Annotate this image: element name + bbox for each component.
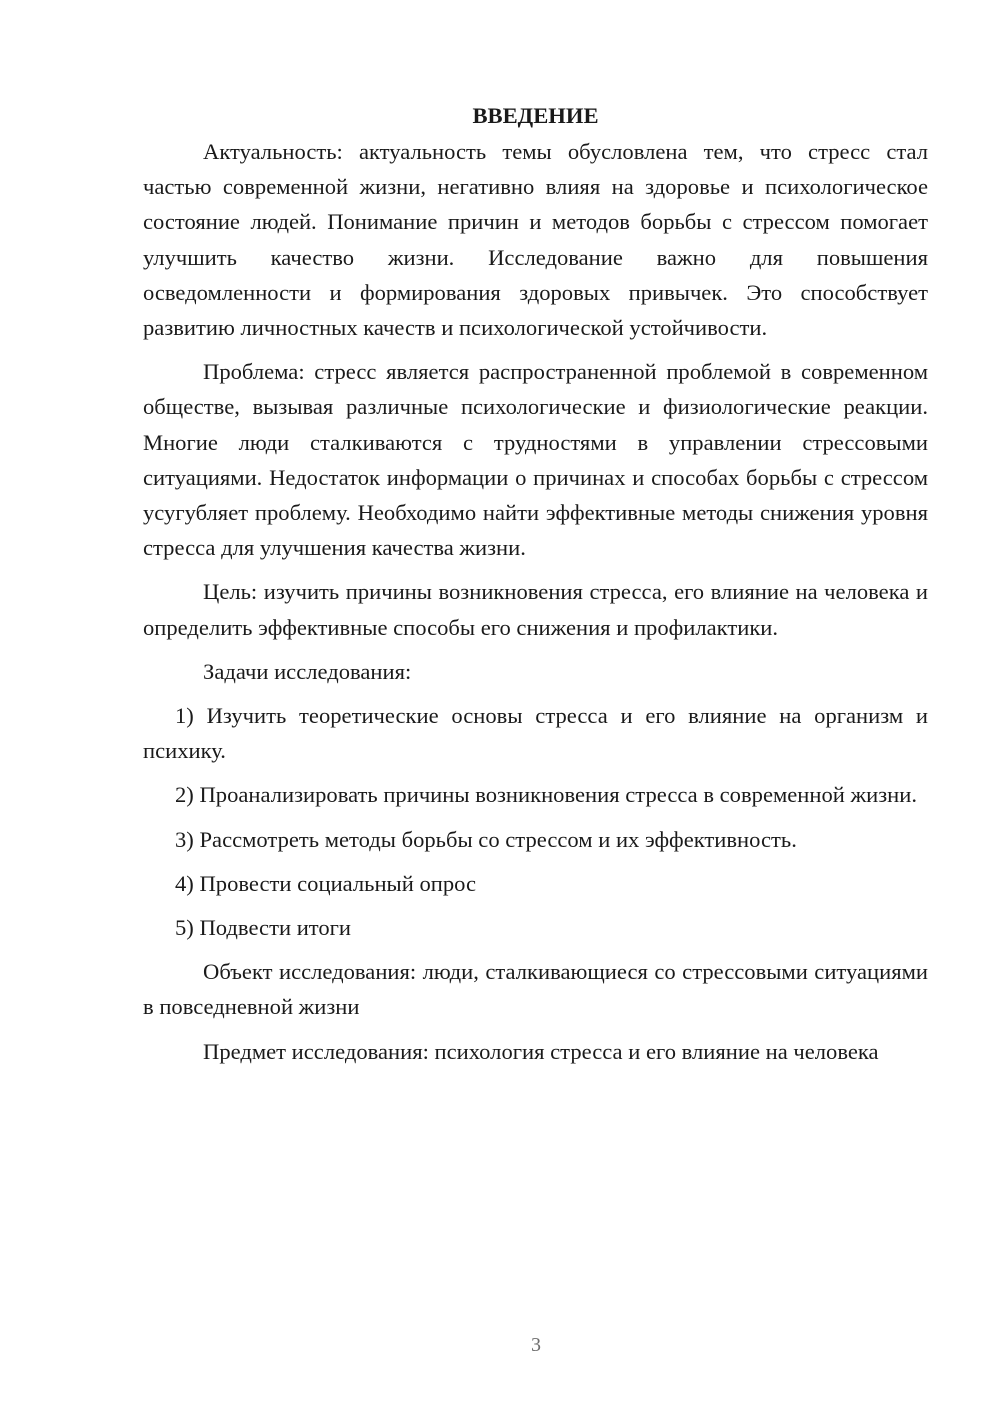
task-item: 3) Рассмотреть методы борьбы со стрессом и их эффективность. xyxy=(175,826,797,852)
task-item: 4) Провести социальный опрос xyxy=(175,870,477,896)
page-number: 3 xyxy=(531,1334,541,1356)
research-object-paragraph: Объект исследования: люди, сталкивающиеся со стрессовыми ситуациями в повседневной жизни xyxy=(143,959,928,1020)
goal-paragraph: Цель: изучить причины возникновения стресса, его влияние на человека и определить эффективные способы его снижения и профилактики. xyxy=(143,579,928,640)
problem-paragraph: Проблема: стресс является распространенной проблемой в современном обществе, вызывая различные психологические и физиологические реакции. Многие люди сталкиваются с трудностями в управлении стрессовыми ситуациями. Недостаток информации о причинах и способах борьбы с стрессом усугубляет проблему. Необходимо найти эффективные методы снижения уровня стресса для улучшения качества жизни. xyxy=(143,359,928,561)
task-item: 1) Изучить теоретические основы стресса и его влияние на организм и психику. xyxy=(143,703,928,764)
task-item: 5) Подвести итоги xyxy=(175,915,352,941)
task-item: 2) Проанализировать причины возникновения стресса в современной жизни. xyxy=(175,782,917,808)
research-subject-paragraph: Предмет исследования: психология стресса и его влияние на человека xyxy=(203,1038,879,1064)
tasks-heading: Задачи исследования: xyxy=(203,658,412,684)
page-title: ВВЕДЕНИЕ xyxy=(472,103,599,128)
page-content xyxy=(143,92,928,1069)
relevance-paragraph: Актуальность: актуальность темы обусловлена тем, что стресс стал частью современной жизни, негативно влияя на здоровье и психологическое состояние людей. Понимание причин и методов борьбы с стрессом помогает улучшить качество жизни. Исследование важно для повышения осведомленности и формирования здоровых привычек. Это способствует развитию личностных качеств и психологической устойчивости. xyxy=(143,139,928,341)
